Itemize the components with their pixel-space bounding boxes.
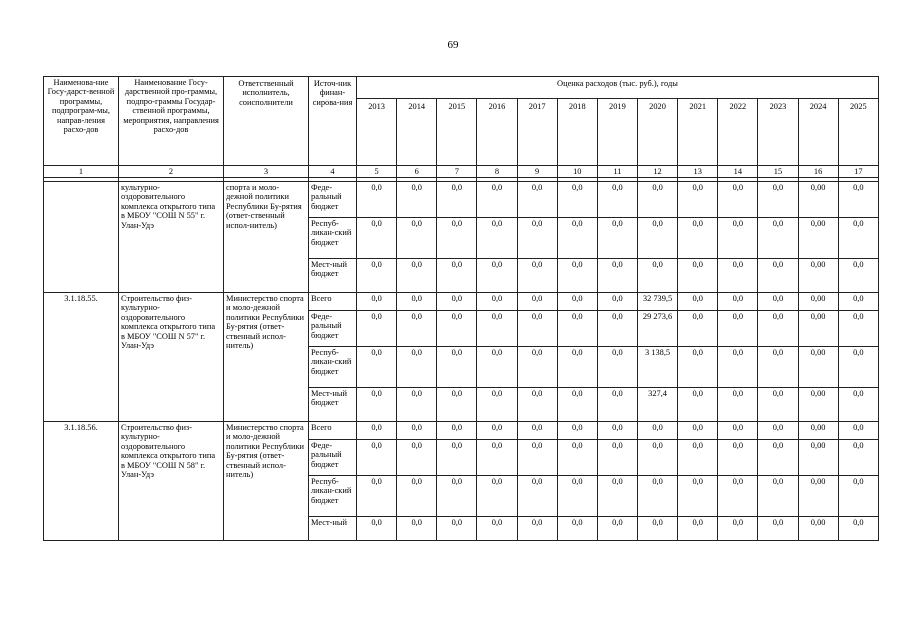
column-number: 7	[437, 166, 477, 178]
header-year: 2017	[517, 98, 557, 165]
expense-value: 0,0	[437, 422, 477, 440]
expense-value: 0,00	[798, 293, 838, 311]
expense-value: 0,0	[357, 293, 397, 311]
expense-value: 0,0	[557, 218, 597, 259]
expense-value: 0,0	[477, 476, 517, 517]
expense-value: 0,0	[397, 422, 437, 440]
expense-value: 0,0	[597, 347, 637, 388]
header-source: Источ-ник финан-сирова-ния	[309, 77, 357, 166]
expense-value: 0,0	[838, 347, 878, 388]
expense-value: 0,0	[637, 218, 677, 259]
expense-value: 0,0	[557, 517, 597, 541]
expense-value: 0,0	[597, 388, 637, 422]
expense-value: 0,0	[838, 422, 878, 440]
header-year: 2014	[397, 98, 437, 165]
header-year: 2023	[758, 98, 798, 165]
expense-value: 0,0	[597, 422, 637, 440]
expense-value: 0,0	[557, 422, 597, 440]
column-number: 10	[557, 166, 597, 178]
expense-value: 0,0	[637, 422, 677, 440]
expense-value: 0,0	[758, 259, 798, 293]
expense-value: 29 273,6	[637, 311, 677, 347]
expense-value: 0,0	[758, 311, 798, 347]
expense-value: 0,0	[477, 517, 517, 541]
header-year: 2013	[357, 98, 397, 165]
expense-value: 0,0	[557, 182, 597, 218]
page-number: 69	[447, 39, 459, 51]
expense-value: 0,0	[517, 476, 557, 517]
expense-value: 0,0	[517, 293, 557, 311]
expense-value: 0,0	[397, 311, 437, 347]
expense-value: 0,0	[357, 218, 397, 259]
measure-name: Строительство физ-культурно-оздоровительного комплекса открытого типа в МБОУ "СОШ N 58" г. Улан-Удэ	[119, 422, 224, 541]
expense-value: 0,0	[397, 218, 437, 259]
expense-value: 0,0	[678, 182, 718, 218]
expense-value: 0,0	[838, 182, 878, 218]
expense-value: 0,0	[517, 422, 557, 440]
measure-code	[44, 182, 119, 293]
expense-value: 0,0	[477, 440, 517, 476]
expense-value: 0,00	[798, 388, 838, 422]
expense-value: 0,0	[838, 440, 878, 476]
expense-value: 0,0	[637, 182, 677, 218]
expense-value: 0,0	[557, 259, 597, 293]
header-year: 2019	[597, 98, 637, 165]
expense-value: 0,0	[477, 182, 517, 218]
expense-value: 0,0	[838, 517, 878, 541]
funding-source: Всего	[309, 422, 357, 440]
column-number: 13	[678, 166, 718, 178]
expense-value: 0,0	[397, 182, 437, 218]
expense-value: 0,0	[678, 311, 718, 347]
expense-value: 0,0	[838, 388, 878, 422]
column-number: 17	[838, 166, 878, 178]
expense-value: 0,0	[597, 476, 637, 517]
expense-value: 0,0	[437, 311, 477, 347]
expense-value: 0,0	[758, 422, 798, 440]
expense-value: 0,0	[557, 476, 597, 517]
expense-value: 0,0	[477, 218, 517, 259]
expense-value: 0,0	[678, 293, 718, 311]
expense-value: 0,0	[437, 388, 477, 422]
funding-source: Мест-ный бюджет	[309, 388, 357, 422]
expense-value: 3 138,5	[637, 347, 677, 388]
expense-value: 0,0	[597, 440, 637, 476]
header-year: 2020	[637, 98, 677, 165]
expense-value: 0,0	[758, 293, 798, 311]
expense-value: 0,0	[557, 388, 597, 422]
column-number: 2	[119, 166, 224, 178]
responsible-executor: Министерство спорта и моло-дежной политики Республики Бу-рятия (ответ-ственный испол-нитель)	[224, 293, 309, 422]
header-responsible: Ответственный исполнитель, соисполнители	[224, 77, 309, 166]
header-year: 2018	[557, 98, 597, 165]
expense-value: 0,0	[557, 311, 597, 347]
expense-value: 0,0	[437, 182, 477, 218]
funding-source: Мест-ный бюджет	[309, 259, 357, 293]
expense-value: 0,0	[718, 422, 758, 440]
responsible-executor: спорта и моло-дежной политики Республики Бу-рятия (ответ-ственный испол-нитель)	[224, 182, 309, 293]
column-number: 1	[44, 166, 119, 178]
expense-value: 0,00	[798, 476, 838, 517]
expense-value: 0,0	[477, 422, 517, 440]
expense-value: 0,0	[397, 517, 437, 541]
expense-value: 0,0	[477, 293, 517, 311]
expense-value: 0,0	[838, 218, 878, 259]
expense-value: 0,0	[718, 311, 758, 347]
expense-value: 0,0	[357, 182, 397, 218]
expense-value: 0,0	[678, 388, 718, 422]
expense-value: 327,4	[637, 388, 677, 422]
expense-value: 0,0	[718, 388, 758, 422]
expense-value: 0,0	[758, 388, 798, 422]
expense-value: 0,00	[798, 422, 838, 440]
expense-value: 0,0	[838, 311, 878, 347]
header-year: 2015	[437, 98, 477, 165]
expense-value: 0,0	[718, 517, 758, 541]
expense-value: 0,0	[477, 259, 517, 293]
expense-value: 0,0	[718, 293, 758, 311]
column-number: 9	[517, 166, 557, 178]
table-row	[44, 422, 879, 440]
expense-value: 32 739,5	[637, 293, 677, 311]
column-number: 14	[718, 166, 758, 178]
expense-value: 0,00	[798, 347, 838, 388]
funding-source: Феде-ральный бюджет	[309, 440, 357, 476]
header-year: 2025	[838, 98, 878, 165]
expense-value: 0,0	[397, 440, 437, 476]
funding-source: Респуб-ликан-ский бюджет	[309, 347, 357, 388]
expense-value: 0,0	[397, 347, 437, 388]
expense-value: 0,0	[357, 311, 397, 347]
column-number: 3	[224, 166, 309, 178]
measure-name: Строительство физ-культурно-оздоровительного комплекса открытого типа в МБОУ "СОШ N 57" г. Улан-Удэ	[119, 293, 224, 422]
expense-value: 0,0	[517, 311, 557, 347]
header-year: 2024	[798, 98, 838, 165]
expense-value: 0,0	[597, 182, 637, 218]
expense-value: 0,00	[798, 259, 838, 293]
table-row	[44, 182, 879, 218]
expense-value: 0,0	[357, 388, 397, 422]
measure-code: 3.1.18.55.	[44, 293, 119, 422]
expense-value: 0,0	[557, 440, 597, 476]
expense-value: 0,0	[357, 259, 397, 293]
expense-value: 0,0	[597, 218, 637, 259]
header-measure: Наименование Госу-дарственной про-граммы, подпро-граммы Государ-ственной программы, мероприятия, направления расхо-дов	[119, 77, 224, 166]
expense-value: 0,0	[597, 311, 637, 347]
expense-value: 0,0	[838, 259, 878, 293]
expense-value: 0,0	[758, 440, 798, 476]
expense-value: 0,0	[678, 422, 718, 440]
expense-value: 0,0	[477, 388, 517, 422]
expense-value: 0,0	[597, 259, 637, 293]
expense-value: 0,0	[758, 476, 798, 517]
measure-name: культурно-оздоровительного комплекса открытого типа в МБОУ "СОШ N 55" г. Улан-Удэ	[119, 182, 224, 293]
expense-value: 0,0	[397, 293, 437, 311]
expense-value: 0,0	[758, 182, 798, 218]
expense-value: 0,0	[718, 347, 758, 388]
expense-value: 0,0	[517, 517, 557, 541]
expense-value: 0,0	[557, 293, 597, 311]
expense-value: 0,0	[678, 440, 718, 476]
expense-value: 0,0	[597, 293, 637, 311]
column-number: 6	[397, 166, 437, 178]
measure-code: 3.1.18.56.	[44, 422, 119, 541]
header-year: 2016	[477, 98, 517, 165]
expense-value: 0,0	[758, 347, 798, 388]
header-estimate: Оценка расходов (тыс. руб.), годы	[357, 77, 879, 99]
column-number: 8	[477, 166, 517, 178]
funding-source: Всего	[309, 293, 357, 311]
expense-value: 0,0	[397, 476, 437, 517]
expense-value: 0,00	[798, 517, 838, 541]
expense-value: 0,0	[637, 440, 677, 476]
expense-value: 0,0	[357, 440, 397, 476]
expense-value: 0,0	[357, 422, 397, 440]
funding-source: Респуб-ликан-ский бюджет	[309, 476, 357, 517]
expense-value: 0,0	[357, 517, 397, 541]
expense-value: 0,0	[517, 388, 557, 422]
column-number: 4	[309, 166, 357, 178]
expense-value: 0,0	[437, 517, 477, 541]
expense-value: 0,0	[517, 259, 557, 293]
header-program: Наименова-ние Госу-дарст-венной программы, подпрограм-мы, направ-ления расхо-дов	[44, 77, 119, 166]
expense-value: 0,0	[597, 517, 637, 541]
expense-value: 0,0	[718, 218, 758, 259]
expense-value: 0,00	[798, 440, 838, 476]
expense-value: 0,0	[557, 347, 597, 388]
expense-value: 0,00	[798, 182, 838, 218]
funding-source: Феде-ральный бюджет	[309, 311, 357, 347]
funding-source: Феде-ральный бюджет	[309, 182, 357, 218]
expense-value: 0,0	[678, 218, 718, 259]
header-year: 2021	[678, 98, 718, 165]
expenditure-table	[43, 76, 879, 541]
expense-value: 0,0	[477, 347, 517, 388]
expense-value: 0,0	[838, 476, 878, 517]
expense-value: 0,0	[517, 440, 557, 476]
expense-value: 0,00	[798, 311, 838, 347]
expense-value: 0,0	[397, 388, 437, 422]
expense-value: 0,0	[357, 476, 397, 517]
expense-value: 0,0	[838, 293, 878, 311]
expense-value: 0,0	[517, 347, 557, 388]
expense-value: 0,0	[357, 347, 397, 388]
expense-value: 0,00	[798, 218, 838, 259]
expense-value: 0,0	[437, 293, 477, 311]
expense-value: 0,0	[397, 259, 437, 293]
column-number: 15	[758, 166, 798, 178]
expense-value: 0,0	[758, 517, 798, 541]
expense-value: 0,0	[678, 259, 718, 293]
expense-value: 0,0	[718, 476, 758, 517]
expense-value: 0,0	[437, 259, 477, 293]
expense-value: 0,0	[437, 218, 477, 259]
expense-value: 0,0	[718, 182, 758, 218]
column-number: 16	[798, 166, 838, 178]
expense-value: 0,0	[637, 517, 677, 541]
expense-value: 0,0	[437, 476, 477, 517]
expense-value: 0,0	[678, 476, 718, 517]
expense-value: 0,0	[678, 347, 718, 388]
table-row	[44, 293, 879, 311]
expense-value: 0,0	[517, 218, 557, 259]
expense-value: 0,0	[637, 476, 677, 517]
expense-value: 0,0	[678, 517, 718, 541]
expense-value: 0,0	[718, 440, 758, 476]
expense-value: 0,0	[437, 347, 477, 388]
expense-value: 0,0	[637, 259, 677, 293]
header-year: 2022	[718, 98, 758, 165]
funding-source: Респуб-ликан-ский бюджет	[309, 218, 357, 259]
responsible-executor: Министерство спорта и моло-дежной политики Республики Бу-рятия (ответ-ственный испол-нитель)	[224, 422, 309, 541]
column-number: 5	[357, 166, 397, 178]
expense-value: 0,0	[758, 218, 798, 259]
expense-value: 0,0	[437, 440, 477, 476]
funding-source: Мест-ный	[309, 517, 357, 541]
expense-value: 0,0	[718, 259, 758, 293]
expense-value: 0,0	[477, 311, 517, 347]
expense-value: 0,0	[517, 182, 557, 218]
column-number: 12	[637, 166, 677, 178]
column-number: 11	[597, 166, 637, 178]
